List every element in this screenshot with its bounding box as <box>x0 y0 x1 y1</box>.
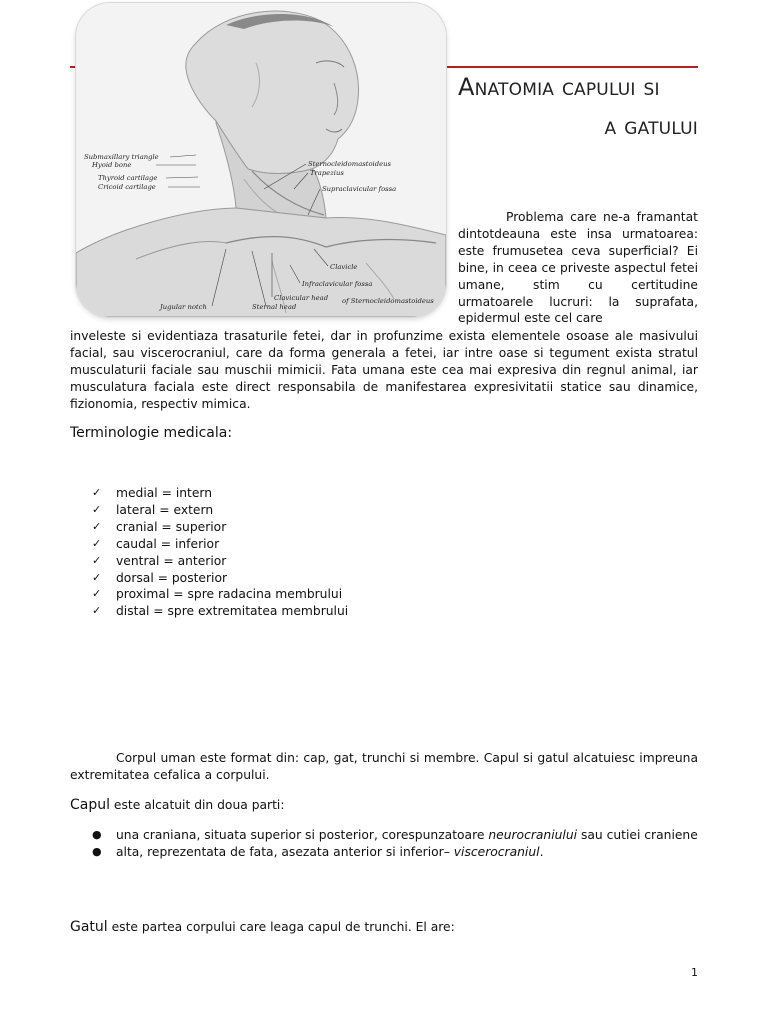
body-paragraph <box>70 750 698 784</box>
bullet-text: . <box>539 844 544 859</box>
label-clavicular-head: Clavicular head <box>274 294 329 302</box>
page-title-line-2: a gatului <box>604 112 698 140</box>
gatul-word: Gatul <box>70 919 108 935</box>
label-clavicle: Clavicle <box>330 263 358 271</box>
checkmark-icon: ✓ <box>92 587 102 601</box>
capul-heading <box>70 797 284 813</box>
terminology-heading: Terminologie medicala: <box>70 425 233 441</box>
checkmark-icon: ✓ <box>92 604 102 618</box>
bullet-emphasis: viscerocraniul <box>453 844 540 859</box>
list-item <box>92 844 698 861</box>
intro-line: priveste aspectul fetei umane, stim <box>458 260 698 292</box>
checkmark-icon: ✓ <box>92 536 102 550</box>
label-thyroid: Thyroid cartilage <box>98 174 158 182</box>
bullet-icon: ● <box>92 828 102 841</box>
list-item <box>92 586 348 603</box>
intro-paragraph-wide: inveleste si evidentiaza trasaturile fetei, dar in profunzime exista elementele osoase ale masivului facial, sau viscerocraniul, care da forma generala a fetei, iar intre oase si tegument exista stratul musculaturii faciale sau muschii mimicii. Fata umana este cea mai expresiva din regnul animal, iar musculatura faciala este direct responsabila de manifestarea expresivitatii statice sau dinamice, fizionomia, respectiv mimica. <box>70 329 698 411</box>
list-item <box>92 553 348 570</box>
list-item <box>92 570 348 587</box>
checkmark-icon: ✓ <box>92 553 102 567</box>
label-submaxillary: Submaxillary triangle <box>84 153 159 161</box>
list-item-text: medial = intern <box>116 486 213 500</box>
label-supraclavicular: Supraclavicular fossa <box>322 185 397 193</box>
list-item <box>92 485 348 502</box>
list-item <box>92 827 698 844</box>
intro-line: Problema care ne-a <box>506 210 631 224</box>
intro-paragraph-narrow <box>458 209 698 327</box>
list-item-text: lateral = extern <box>116 502 214 517</box>
intro-line: cu certitudine urmatoarele lucruri: <box>458 277 698 309</box>
list-item-text: ventral = anterior <box>116 553 227 568</box>
checkmark-icon: ✓ <box>92 519 102 533</box>
gatul-heading <box>70 919 455 935</box>
list-item-text: cranial = superior <box>116 519 227 534</box>
list-item-text: dorsal = posterior <box>116 570 228 585</box>
list-item <box>92 519 348 536</box>
page-number: 1 <box>691 966 698 979</box>
capul-parts-list <box>92 827 698 861</box>
intro-line: superficial? Ei bine, in ceea ce <box>458 243 698 275</box>
label-cricoid: Cricoid cartilage <box>98 183 156 191</box>
label-sternal-head: Sternal head <box>252 303 297 311</box>
intro-line: la suprafata, epidermul este cel care <box>458 294 698 326</box>
bullet-text: una craniana, situata superior si posterior, corespunzatoare <box>116 828 489 842</box>
list-item <box>92 536 348 553</box>
bullet-icon: ● <box>92 844 102 858</box>
checkmark-icon: ✓ <box>92 570 102 584</box>
checkmark-icon: ✓ <box>92 502 102 516</box>
bullet-text: alta, reprezentata de fata, asezata anterior si inferior– <box>116 844 454 859</box>
list-item <box>92 502 348 519</box>
page-title-line-1: Anatomia capului si <box>458 73 660 101</box>
checkmark-icon: ✓ <box>92 486 102 499</box>
intro-line: urmatoarea: este frumusetea ceva <box>458 226 698 258</box>
list-item-text: proximal = spre radacina membrului <box>116 587 343 602</box>
gatul-rest: este partea corpului care leaga capul de trunchi. El are: <box>107 920 455 934</box>
capul-rest: este alcatuit din doua parti: <box>110 798 285 812</box>
label-sterno: Sternocleidomastoideus <box>308 160 391 168</box>
label-infraclavicular: Infraclavicular fossa <box>302 280 373 288</box>
bullet-emphasis: neurocraniului <box>488 828 578 842</box>
list-item <box>92 603 348 620</box>
intro-line: framantat dintotdeauna este insa <box>458 210 698 241</box>
capul-word: Capul <box>70 797 111 813</box>
list-item-text: caudal = inferior <box>116 536 220 551</box>
label-of-sterno: of Sternocleidomastoideus <box>342 297 434 305</box>
label-jugular: Jugular notch <box>160 303 207 311</box>
terminology-list <box>92 485 348 620</box>
neck-anatomy-figure <box>76 3 446 317</box>
neck-anatomy-illustration <box>76 3 446 317</box>
label-trapezius: Trapezius <box>310 169 344 177</box>
list-item-text: distal = spre extremitatea membrului <box>116 604 349 619</box>
label-hyoid: Hyoid bone <box>92 161 132 169</box>
bullet-text: sau cutiei craniene <box>577 828 698 842</box>
body-paragraph-text: Corpul uman este format din: cap, gat, trunchi si membre. Capul si gatul alcatuiesc impreuna extremitatea cefalica a corpului. <box>70 751 698 782</box>
